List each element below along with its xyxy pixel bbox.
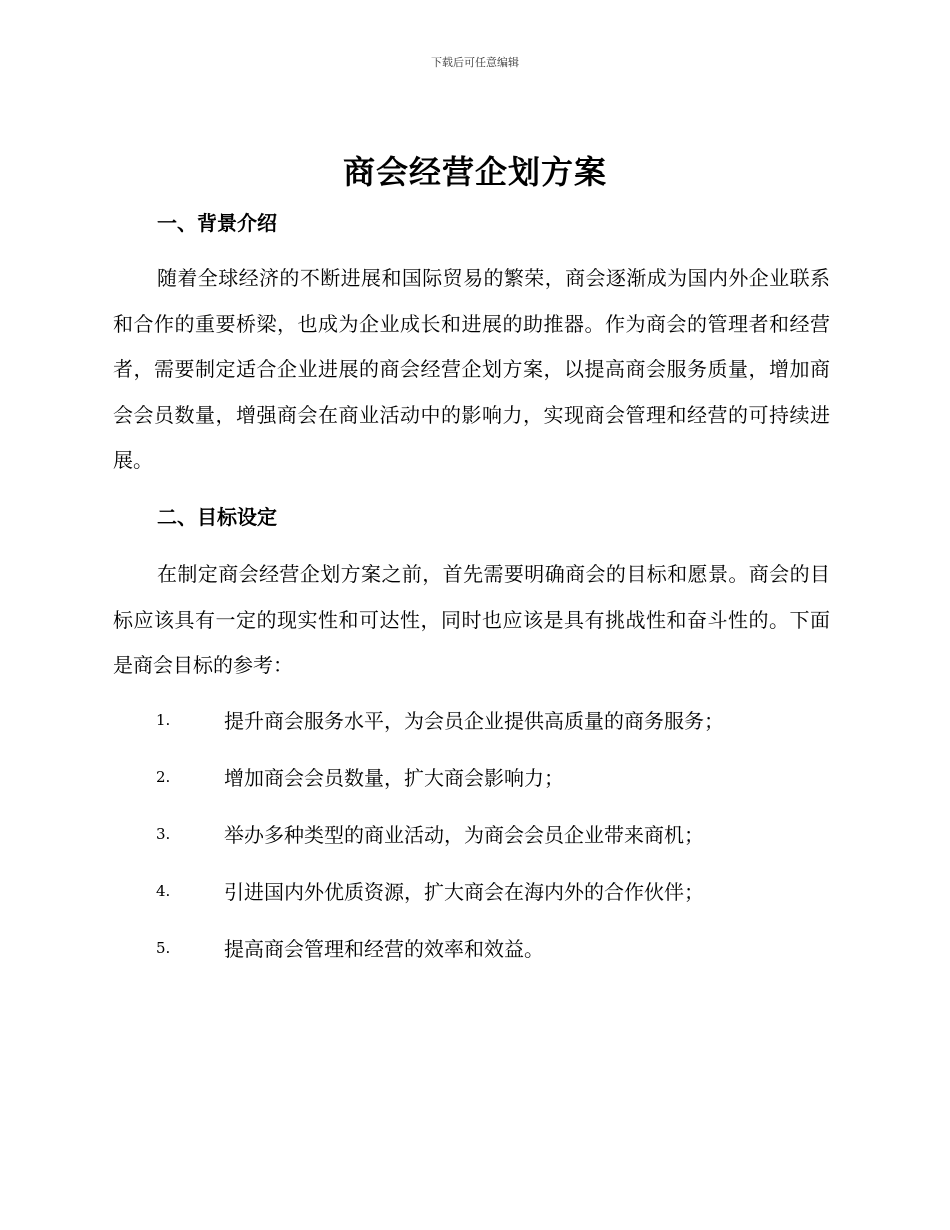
list-item — [0, 821, 900, 851]
page-header-note: 下载后可任意编辑 — [431, 56, 519, 69]
list-item-number: 5. — [156, 939, 171, 957]
list-item-text: 增加商会会员数量，扩大商会影响力； — [224, 766, 564, 790]
list-item — [0, 764, 900, 794]
list-item-number: 1. — [156, 711, 171, 729]
list-item — [0, 707, 900, 737]
paragraph-background: 随着全球经济的不断进展和国际贸易的繁荣，商会逐渐成为国内外企业联系和合作的重要桥梁，也成为企业成长和进展的助推器。作为商会的管理者和经营者，需要制定适合企业进展的商会经营企划方案，以提高商会服务质量，增加商会会员数量，增强商会在商业活动中的影响力，实现商会管理和经营的可持续进展。 — [113, 266, 830, 472]
list-item-text: 提升商会服务水平，为会员企业提供高质量的商务服务； — [224, 709, 724, 733]
section-heading-goals: 二、目标设定 — [157, 505, 277, 529]
list-item-number: 4. — [156, 882, 171, 900]
paragraph-goals: 在制定商会经营企划方案之前，首先需要明确商会的目标和愿景。商会的目标应该具有一定的现实性和可达性，同时也应该是具有挑战性和奋斗性的。下面是商会目标的参考： — [113, 562, 830, 677]
list-item-text: 提高商会管理和经营的效率和效益。 — [224, 937, 544, 961]
section-heading-background: 一、背景介绍 — [157, 211, 277, 235]
list-item-text: 举办多种类型的商业活动，为商会会员企业带来商机； — [224, 823, 704, 847]
list-item-number: 2. — [156, 768, 171, 786]
document-title: 商会经营企划方案 — [342, 153, 607, 191]
list-item — [0, 935, 900, 965]
list-item — [0, 878, 900, 908]
list-item-number: 3. — [156, 825, 171, 843]
list-item-text: 引进国内外优质资源，扩大商会在海内外的合作伙伴； — [224, 880, 704, 904]
